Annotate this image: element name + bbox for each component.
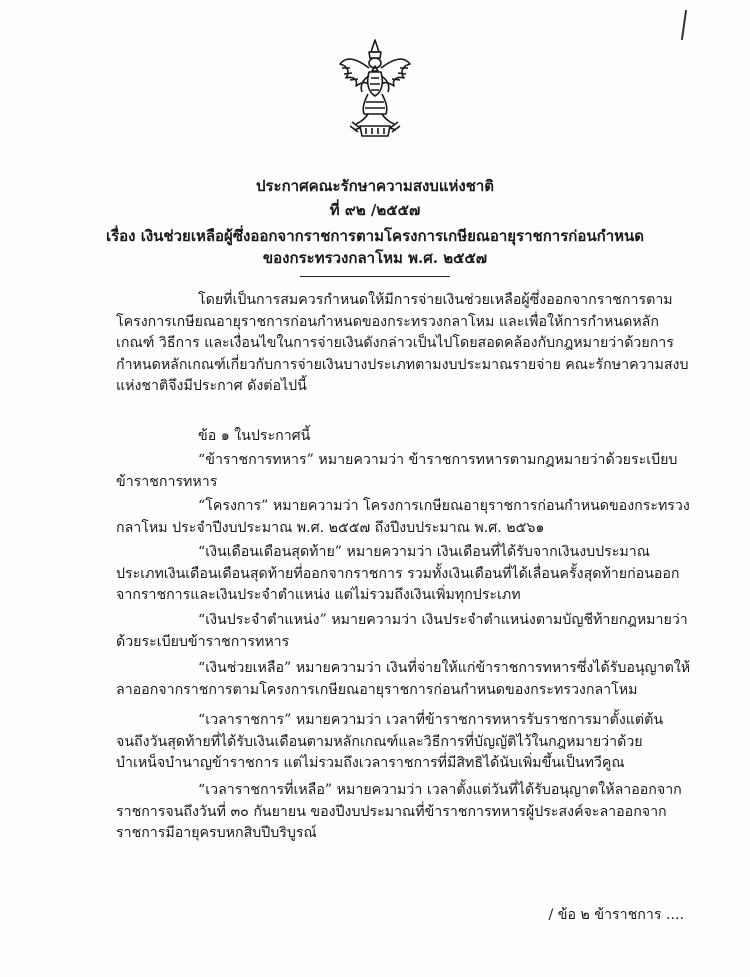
clause-1-heading: ข้อ ๑ ในประกาศนี้ (198, 428, 311, 444)
definition-military-officer: “ข้าราชการทหาร” หมายความว่า ข้าราชการทหารตามกฎหมายว่าด้วยระเบียบข้าราชการทหาร (116, 452, 678, 490)
garuda-emblem-icon (338, 38, 412, 138)
page-continuation: / ข้อ ๒ ข้าราชการ .... (548, 907, 684, 923)
definition-project: “โครงการ” หมายความว่า โครงการเกษียณอายุราชการก่อนกำหนดของกระทรวงกลาโหม ประจำปีงบประมาณ พ.ศ. ๒๕๕๗ ถึงปีงบประมาณ พ.ศ. ๒๕๖๑ (116, 498, 690, 536)
heading-divider (300, 276, 450, 277)
announcement-subject: เรื่อง เงินช่วยเหลือผู้ซึ่งออกจากราชการตามโครงการเกษียณอายุราชการก่อนกำหนด (105, 227, 645, 245)
margin-pen-mark (681, 10, 687, 40)
announcement-subject-continued: ของกระทรวงกลาโหม พ.ศ. ๒๕๕๗ (262, 249, 488, 267)
definition-position-allowance: “เงินประจำตำแหน่ง” หมายความว่า เงินประจำตำแหน่งตามบัญชีท้ายกฎหมายว่าด้วยระเบียบข้าราชการทหาร (116, 612, 688, 650)
definition-assistance-payment: “เงินช่วยเหลือ” หมายความว่า เงินที่จ่ายให้แก่ข้าราชการทหารซึ่งได้รับอนุญาตให้ลาออกจากราชการตามโครงการเกษียณอายุราชการก่อนกำหนดของกระทรวงกลาโหม (116, 660, 691, 698)
definition-last-month-salary: “เงินเดือนเดือนสุดท้าย” หมายความว่า เงินเดือนที่ได้รับจากเงินงบประมาณประเภทเงินเดือนเดือนสุดท้ายที่ออกจากราชการ รวมทั้งเงินเดือนที่ได้เลื่อนครั้งสุดท้ายก่อนออกจากราชการและเงินประจำตำแหน่ง แต่ไม่รวมถึงเงินเพิ่มทุกประเภท (116, 544, 680, 603)
preamble-paragraph: โดยที่เป็นการสมควรกำหนดให้มีการจ่ายเงินช่วยเหลือผู้ซึ่งออกจากราชการตามโครงการเกษียณอายุราชการก่อนกำหนดของกระทรวงกลาโหม และเพื่อให้การกำหนดหลักเกณฑ์ วิธีการ และเงื่อนไขในการจ่ายเงินดังกล่าวเป็นไปโดยสอดคล้องกับกฎหมายว่าด้วยการกำหนดหลักเกณฑ์เกี่ยวกับการจ่ายเงินบางประเภทตามงบประมาณรายจ่าย คณะรักษาความสงบแห่งชาติจึงมีประกาศ ดังต่อไปนี้ (116, 292, 689, 394)
announcement-number: ที่ ๙๒ /๒๕๕๗ (329, 201, 421, 219)
definition-service-time: “เวลาราชการ” หมายความว่า เวลาที่ข้าราชการทหารรับราชการมาตั้งแต่ต้นจนถึงวันสุดท้ายที่ได้รับเงินเดือนตามหลักเกณฑ์และวิธีการที่บัญญัติไว้ในกฎหมายว่าด้วยบำเหน็จบำนาญข้าราชการ แต่ไม่รวมถึงเวลาราชการที่มีสิทธิได้นับเพิ่มขึ้นเป็นทวีคูณ (116, 712, 664, 771)
definition-remaining-service-time: “เวลาราชการที่เหลือ” หมายความว่า เวลาตั้งแต่วันที่ได้รับอนุญาตให้ลาออกจากราชการจนถึงวันที่ ๓๐ กันยายน ของปีงบประมาณที่ข้าราชการทหารผู้ประสงค์จะลาออกจากราชการมีอายุครบหกสิบปีบริบูรณ์ (116, 782, 682, 841)
announcement-title: ประกาศคณะรักษาความสงบแห่งชาติ (255, 177, 495, 195)
